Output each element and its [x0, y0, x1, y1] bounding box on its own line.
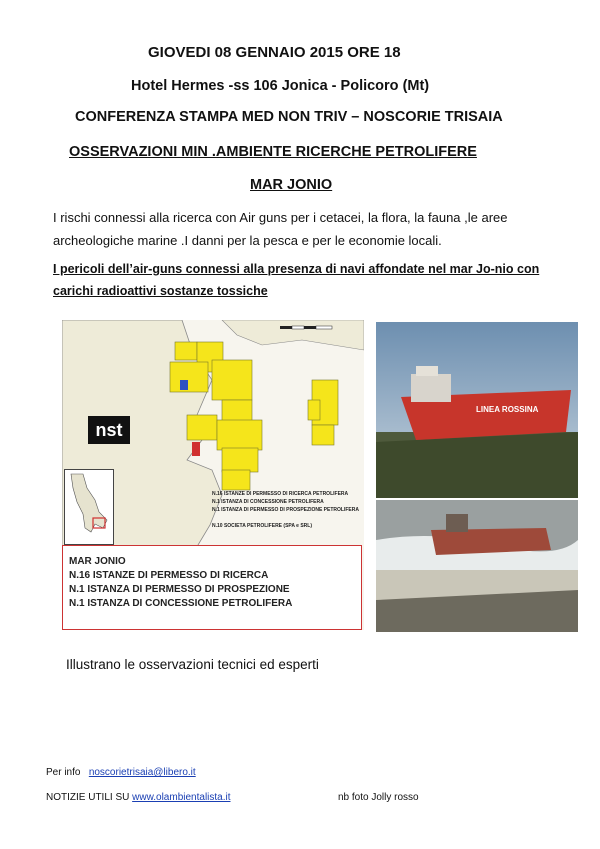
italy-inset-map — [64, 469, 114, 545]
legend-item: N.16 ISTANZE DI PERMESSO DI RICERCA PETROLIFERA — [212, 491, 349, 497]
event-date-line: GIOVEDI 08 GENNAIO 2015 ORE 18 — [148, 44, 401, 61]
conference-title: CONFERENZA STAMPA MED NON TRIV – NOSCORIE TRISAIA — [75, 109, 503, 125]
info-label: Per info — [46, 767, 81, 778]
summary-title: MAR JONIO — [69, 556, 126, 567]
map-legend — [212, 490, 362, 530]
photo-credit: nb foto Jolly rosso — [338, 792, 419, 803]
nst-logo: nst — [88, 416, 130, 444]
summary-line: N.1 ISTANZA DI PERMESSO DI PROSPEZIONE — [69, 584, 290, 595]
legend-item: N.1 ISTANZA DI PERMESSO DI PROSPEZIONE PETROLIFERA — [212, 507, 359, 513]
summary-line: N.1 ISTANZA DI CONCESSIONE PETROLIFERA — [69, 598, 293, 609]
email-link[interactable]: noscorietrisaia@libero.it — [88, 767, 196, 778]
summary-line: N.16 ISTANZE DI PERMESSO DI RICERCA — [69, 570, 269, 581]
speakers-note: Illustrano le osservazioni tecnici ed esperti — [66, 657, 319, 672]
ship-in-surf-photo — [376, 500, 578, 632]
dangers-paragraph: I pericoli dell’air-guns connessi alla presenza di navi affondate nel mar Jo-nio con carichi radioattivi sostanze tossiche — [53, 262, 540, 298]
legend-item: N.10 SOCIETA PETROLIFERE (SPA e SRL) — [212, 523, 313, 529]
ship-name-text: LINEA ROSSINA — [476, 405, 539, 414]
useful-news — [46, 792, 231, 803]
risks-paragraph: I rischi connessi alla ricerca con Air guns per i cetacei, la flora, la fauna ,le aree archeologiche marine .I danni per la pesca e per le economie locali. — [53, 210, 508, 248]
contact-info — [46, 767, 196, 778]
event-location-line: Hotel Hermes -ss 106 Jonica - Policoro (Mt) — [131, 78, 430, 94]
observations-title: OSSERVAZIONI MIN .AMBIENTE RICERCHE PETROLIFERE — [69, 144, 477, 160]
notizie-label: NOTIZIE UTILI SU — [46, 792, 130, 803]
legend-item: N.1 ISTANZA DI CONCESSIONE PETROLIFERA — [212, 499, 324, 505]
website-link[interactable]: www.olambientalista.it — [132, 792, 231, 803]
permits-summary-box — [62, 545, 362, 630]
sea-title: MAR JONIO — [250, 177, 333, 193]
beached-ship-photo — [376, 322, 578, 498]
